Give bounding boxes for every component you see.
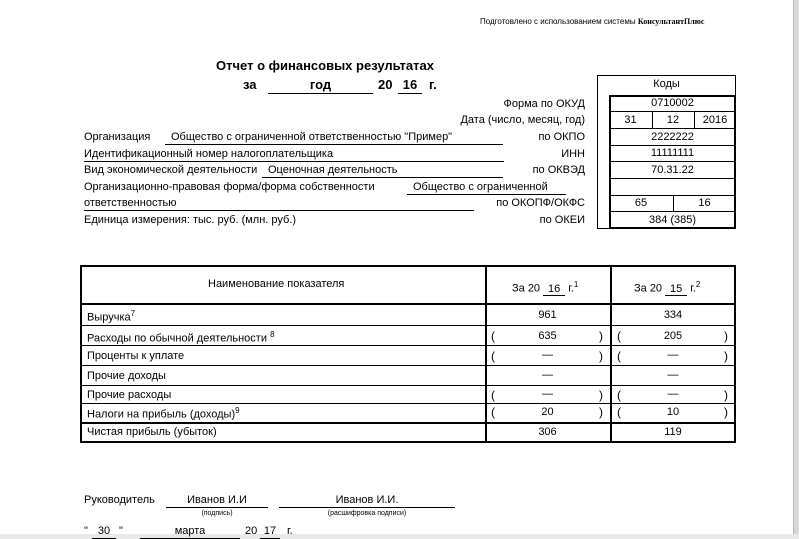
- paren-close: ): [724, 329, 728, 343]
- label-okud: Форма по ОКУД: [503, 98, 585, 110]
- code-inn: 11111111: [650, 147, 695, 159]
- row-net-profit-label: Чистая прибыль (убыток): [87, 426, 217, 438]
- row-expenses-previous: 205: [663, 330, 683, 342]
- paren-close: ): [599, 405, 603, 419]
- code-okpo: 2222222: [651, 131, 694, 143]
- paren-open: (: [491, 388, 495, 402]
- paren-open: (: [491, 349, 495, 363]
- signature-decoding-caption: (расшифровка подписи): [327, 510, 407, 517]
- form-value-2: ответственностью: [84, 197, 474, 211]
- paren-open: (: [617, 405, 621, 419]
- label-okved: по ОКВЭД: [532, 164, 585, 176]
- org-label: Организация: [84, 131, 151, 143]
- code-okei: 384 (385): [648, 214, 697, 226]
- signature-decoding-value: Иванов И.И.: [279, 494, 455, 508]
- signature-value: Иванов И.И: [166, 494, 268, 508]
- row-net-profit-previous: 119: [664, 426, 682, 438]
- paren-close: ): [724, 405, 728, 419]
- paren-open: (: [491, 405, 495, 419]
- row-revenue-label: Выручка$^7$: [87, 309, 136, 324]
- date-quote-close: ": [119, 525, 123, 537]
- inn-label: Идентификационный номер налогоплательщика: [84, 148, 334, 160]
- row-other-expenses-label: Прочие расходы: [87, 389, 172, 401]
- signature-caption: (подпись): [201, 510, 233, 517]
- label-inn: ИНН: [561, 148, 585, 160]
- form-value-1: Общество с ограниченной: [407, 181, 566, 195]
- paren-open: (: [617, 349, 621, 363]
- code-okud: 0710002: [651, 97, 694, 109]
- page-shadow: [794, 0, 799, 534]
- date-day: 30: [92, 525, 116, 539]
- code-month: 12: [666, 114, 680, 126]
- row-expenses-current: 635: [538, 330, 557, 342]
- paren-close: ): [724, 388, 728, 402]
- title-year-abbr: г.: [429, 77, 437, 92]
- codes-header: Коды: [653, 78, 680, 90]
- prepared-note: Подготовлено с использованием системы КонсультантПлюс: [480, 17, 705, 26]
- row-revenue-previous: 334: [663, 309, 683, 321]
- paren-close: ): [724, 349, 728, 363]
- report-title: Отчет о финансовых результатах: [216, 58, 434, 73]
- row-tax-current: 20: [541, 406, 554, 418]
- label-okopf: по ОКОПФ/ОКФС: [496, 197, 585, 209]
- activity-value: Оценочная деятельность: [262, 164, 503, 178]
- paren-open: (: [491, 329, 495, 343]
- title-for: за: [243, 77, 257, 92]
- row-interest-label: Проценты к уплате: [87, 350, 185, 362]
- row-revenue-current: 961: [538, 309, 557, 321]
- title-year-prefix: 20: [378, 77, 393, 92]
- title-period: год: [268, 77, 373, 94]
- paren-close: ): [599, 329, 603, 343]
- row-tax-label: Налоги на прибыль (доходы)$^9$: [87, 406, 240, 421]
- title-year-suffix: 16: [398, 77, 422, 94]
- date-year-abbr: г.: [287, 525, 293, 537]
- code-okved: 70.31.22: [651, 164, 694, 176]
- row-other-income-previous: —: [667, 369, 679, 381]
- col-header-previous: За 20 15 г.$^2$: [634, 280, 701, 295]
- paren-open: (: [617, 329, 621, 343]
- form-label: Организационно-правовая форма/форма собственности: [84, 181, 375, 193]
- label-okei: по ОКЕИ: [539, 214, 585, 226]
- date-month: марта: [140, 525, 240, 539]
- code-okfs: 16: [698, 197, 711, 209]
- paren-close: ): [599, 388, 603, 402]
- row-other-income-current: —: [542, 369, 553, 381]
- code-day: 31: [624, 114, 637, 126]
- row-tax-previous: 10: [666, 406, 680, 418]
- head-label: Руководитель: [84, 494, 155, 506]
- code-year: 2016: [702, 114, 728, 126]
- row-net-profit-current: 306: [538, 426, 557, 438]
- code-okopf: 65: [634, 197, 648, 209]
- row-other-expenses-previous: —: [667, 388, 679, 400]
- activity-label: Вид экономической деятельности: [84, 164, 258, 176]
- label-date: Дата (число, месяц, год): [460, 114, 585, 126]
- date-quote-open: ": [84, 525, 88, 537]
- org-value: Общество с ограниченной ответственностью "Пример": [165, 131, 503, 145]
- label-okpo: по ОКПО: [538, 131, 585, 143]
- col-header-name: Наименование показателя: [208, 278, 345, 290]
- col-header-current: За 20 16 г.$^1$: [512, 280, 579, 295]
- row-interest-previous: —: [667, 349, 679, 361]
- date-year-prefix: 20: [245, 525, 258, 537]
- row-interest-current: —: [542, 349, 553, 361]
- paren-close: ): [599, 349, 603, 363]
- paren-open: (: [617, 388, 621, 402]
- row-other-expenses-current: —: [542, 388, 553, 400]
- row-expenses-label: Расходы по обычной деятельности $^8$: [87, 330, 275, 345]
- unit-label: Единица измерения: тыс. руб. (млн. руб.): [84, 214, 297, 226]
- row-other-income-label: Прочие доходы: [87, 370, 166, 382]
- date-year: 17: [260, 525, 280, 539]
